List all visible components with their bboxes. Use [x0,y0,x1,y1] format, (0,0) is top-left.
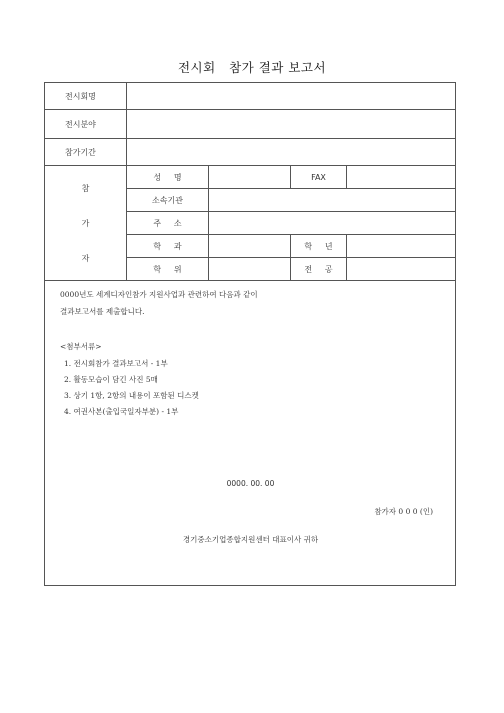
label-major: 전 공 [291,258,347,281]
label-exhibition-name: 전시회명 [45,83,127,110]
label-org: 소속기관 [127,189,209,212]
attachment-item: 2. 활동모습이 담긴 사진 5매 [64,375,158,384]
report-body [45,281,456,586]
label-period: 참가기간 [45,139,127,166]
attachment-item: 4. 여권사본(출입국일자부분) - 1부 [64,407,179,416]
label-fax: FAX [291,166,347,189]
field-exhibition-name[interactable] [127,83,456,110]
participant-side-label [45,166,127,281]
label-degree: 학 위 [127,258,209,281]
attachment-item: 3. 상기 1항, 2항의 내용이 포함된 디스켓 [64,391,199,400]
intro-line-1: 0000년도 세계디자인참가 지원사업과 관련하여 다음과 같이 [60,290,258,299]
field-dept[interactable] [209,235,291,258]
field-period[interactable] [127,139,456,166]
addressee: 경기중소기업종합지원센터 대표이사 귀하 [182,535,319,544]
applicant-signature: 참가자 0 0 0 (인) [374,507,433,516]
field-fax[interactable] [347,166,456,189]
report-form-table [44,82,456,586]
field-major[interactable] [347,258,456,281]
field-degree[interactable] [209,258,291,281]
attachments-title: <첨부서류> [60,342,102,351]
side-char-2: 가 [81,218,90,228]
field-name[interactable] [209,166,291,189]
document-title: 전시회 참가 결과 보고서 [177,60,327,75]
label-year: 학 년 [291,235,347,258]
label-name: 성 명 [127,166,209,189]
field-address[interactable] [209,212,456,235]
label-dept: 학 과 [127,235,209,258]
field-org[interactable] [209,189,456,212]
attachment-item: 1. 전시회참가 결과보고서 - 1부 [64,359,168,368]
side-char-3: 자 [81,253,90,263]
side-char-1: 참 [81,183,90,193]
intro-line-2: 결과보고서를 제출합니다. [60,307,145,316]
report-date: 0000. 00. 00 [226,479,275,488]
label-exhibition-field: 전시분야 [45,110,127,139]
field-year[interactable] [347,235,456,258]
label-address: 주 소 [127,212,209,235]
field-exhibition-field[interactable] [127,110,456,139]
